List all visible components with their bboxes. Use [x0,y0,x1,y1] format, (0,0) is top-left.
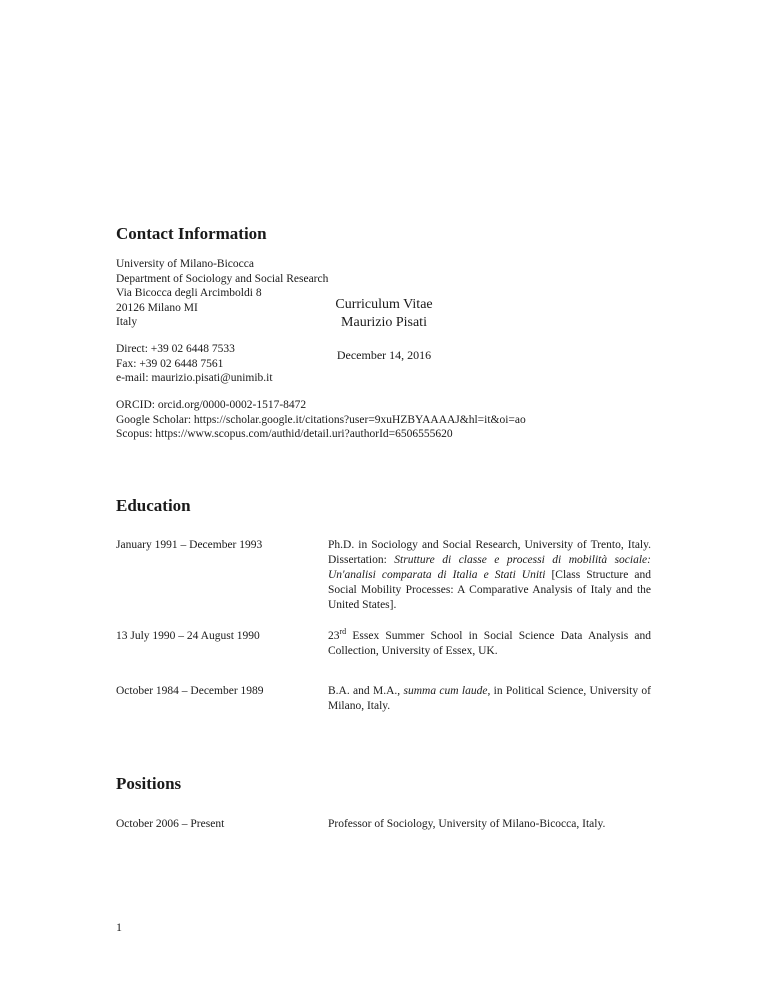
document-date: December 14, 2016 [336,348,432,362]
page-number: 1 [116,920,122,934]
links-block [116,398,526,442]
entry-description: Ph.D. in Sociology and Social Research, University of Trento, Italy. Dissertation: Strutture di classe e processi di mobilità sociale: Un'analisi comparata di Italia e Stati Uniti [Class Structure and Social Mobility Processes: A Comparative Analysis of Italy and the United States]. [328,539,651,611]
address-line: Italy [116,316,138,328]
google-scholar-link[interactable]: Google Scholar: https://scholar.google.it/citations?user=9xuHZBYAAAAJ&hl=it&oi=ao [116,413,526,426]
address-line: Department of Sociology and Social Research [116,272,329,285]
email-address[interactable]: e-mail: maurizio.pisati@unimib.it [116,372,273,384]
entry-description: B.A. and M.A., summa cum laude, in Political Science, University of Milano, Italy. [328,685,651,712]
entry-date: October 2006 – Present [116,818,225,830]
entry-date: January 1991 – December 1993 [116,539,263,551]
honors: summa cum laude [403,685,488,697]
address-line: 20126 Milano MI [116,301,198,314]
dissertation-title: Strutture di classe e processi di mobilità sociale: Un'analisi comparata di Italia e Stati Uniti [328,554,651,581]
address-line: University of Milano-Bicocca [116,258,254,270]
entry-description: 23rd Essex Summer School in Social Science Data Analysis and Collection, University of Essex, UK. [328,627,651,657]
orcid-link[interactable]: ORCID: orcid.org/0000-0002-1517-8472 [116,399,307,411]
phone-block [116,342,273,386]
positions-heading: Positions [116,774,182,793]
author-name: Maurizio Pisati [341,315,427,330]
document-title: Curriculum Vitae [335,297,433,312]
education-heading: Education [116,496,191,515]
address-block [116,257,328,330]
entry-date: October 1984 – December 1989 [116,685,264,697]
entry-date: 13 July 1990 – 24 August 1990 [116,630,260,642]
scopus-link[interactable]: Scopus: https://www.scopus.com/authid/detail.uri?authorId=6506555620 [116,428,453,440]
fax-number: Fax: +39 02 6448 7561 [116,357,224,370]
contact-heading: Contact Information [116,224,267,243]
entry-description: Professor of Sociology, University of Milano-Bicocca, Italy. [328,818,606,830]
address-line: Via Bicocca degli Arcimboldi 8 [116,287,262,299]
direct-phone: Direct: +39 02 6448 7533 [116,343,235,355]
